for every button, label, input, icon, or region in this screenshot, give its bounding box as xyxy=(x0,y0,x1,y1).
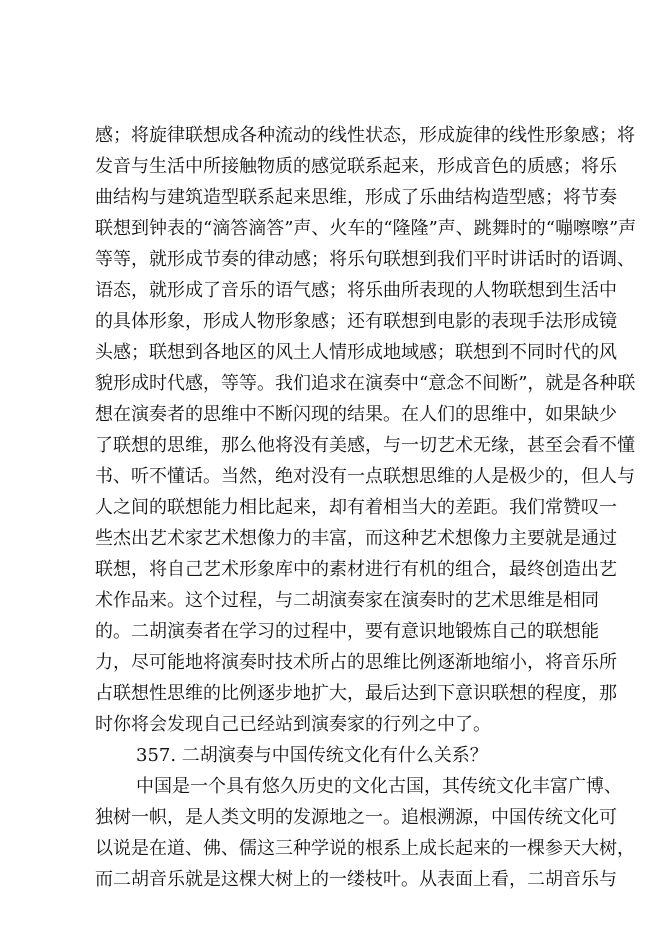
text-line: 想在演奏者的思维中不断闪现的结果。在人们的思维中，如果缺少 xyxy=(95,404,617,425)
text-line: 术作品来。这个过程，与二胡演奏家在演奏时的艺术思维是相同 xyxy=(95,590,599,611)
text-line: 书、听不懂话。当然，绝对没有一点联想思维的人是极少的，但人与 xyxy=(95,466,635,487)
text-line: 等等，就形成节奏的律动感；将乐句联想到我们平时讲话时的语调、 xyxy=(95,249,635,270)
text-line: 时你将会发现自己已经站到演奏家的行列之中了。 xyxy=(95,714,491,735)
text-line: 联想到钟表的“滴答滴答”声、火车的“隆隆”声、跳舞时的“嘣嚓嚓”声 xyxy=(95,218,637,239)
text-line: 曲结构与建筑造型联系起来思维，形成了乐曲结构造型感；将节奏 xyxy=(95,187,617,208)
text-line: 貌形成时代感，等等。我们追求在演奏中“意念不间断”，就是各种联 xyxy=(95,373,636,394)
text-line: 头感；联想到各地区的风土人情形成地域感；联想到不同时代的风 xyxy=(95,342,617,363)
text-line: 力，尽可能地将演奏时技术所占的思维比例逐渐地缩小，将音乐所 xyxy=(95,652,617,673)
text-line: 些杰出艺术家艺术想像力的丰富，而这种艺术想像力主要就是通过 xyxy=(95,528,617,549)
text-line: 人之间的联想能力相比起来，却有着相当大的差距。我们常赞叹一 xyxy=(95,497,617,518)
text-line: 的。二胡演奏者在学习的过程中，要有意识地锻炼自己的联想能 xyxy=(95,621,599,642)
text-line: 独树一帜，是人类文明的发源地之一。追根溯源，中国传统文化可 xyxy=(95,807,617,828)
text-line: 中国是一个具有悠久历史的文化古国，其传统文化丰富广博、 xyxy=(136,776,622,797)
text-line: 而二胡音乐就是这棵大树上的一缕枝叶。从表面上看，二胡音乐与 xyxy=(95,869,617,890)
text-line: 感；将旋律联想成各种流动的线性状态，形成旋律的线性形象感；将 xyxy=(95,125,635,146)
text-line: 发音与生活中所接触物质的感觉联系起来，形成音色的质感；将乐 xyxy=(95,156,617,177)
text-line: 联想，将自己艺术形象库中的素材进行有机的组合，最终创造出艺 xyxy=(95,559,617,580)
text-line: 以说是在道、佛、儒这三种学说的根系上成长起来的一棵参天大树， xyxy=(95,838,635,859)
text-line: 占联想性思维的比例逐步地扩大，最后达到下意识联想的程度，那 xyxy=(95,683,617,704)
section-heading: 357. 二胡演奏与中国传统文化有什么关系？ xyxy=(136,745,488,766)
text-line: 的具体形象，形成人物形象感；还有联想到电影的表现手法形成镜 xyxy=(95,311,617,332)
text-line: 了联想的思维，那么他将没有美感，与一切艺术无缘，甚至会看不懂 xyxy=(95,435,635,456)
text-line: 语态，就形成了音乐的语气感；将乐曲所表现的人物联想到生活中 xyxy=(95,280,617,301)
